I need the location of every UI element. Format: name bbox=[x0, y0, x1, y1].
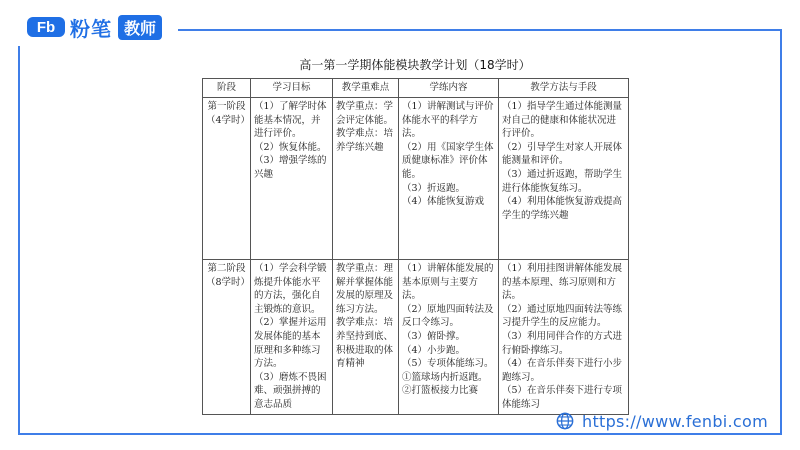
key-points-cell bbox=[333, 98, 399, 260]
method-item: （5）在音乐伴奏下进行专项体能练习 bbox=[502, 385, 623, 410]
globe-icon bbox=[556, 412, 574, 430]
key-points-cell bbox=[333, 260, 399, 415]
header-key-points: 教学重难点 bbox=[333, 79, 399, 98]
table-header-row bbox=[203, 79, 629, 98]
method-item: （2）通过原地四面转法等练习提升学生的反应能力。 bbox=[502, 303, 623, 329]
method-item: （4）在音乐伴奏下进行小步跑练习。 bbox=[502, 358, 623, 383]
key-point-item: 教学难点：培养坚持到底、积极进取的体育精神 bbox=[336, 317, 394, 370]
method-item: （3）利用同伴合作的方式进行俯卧撑练习。 bbox=[502, 330, 623, 356]
goal-item: （1）了解学时体能基本情况，并进行评价。 bbox=[254, 101, 327, 140]
methods-cell bbox=[499, 98, 629, 260]
content-item: （2）原地四面转法及反口令练习。 bbox=[402, 303, 494, 329]
content-item: （3）俯卧撑。 bbox=[402, 330, 466, 342]
fb-logo-icon bbox=[26, 15, 66, 39]
content-item: ②打篮板接力比赛 bbox=[402, 385, 479, 397]
key-point-item: 教学重点：理解并掌握体能发展的原理及练习方法。 bbox=[336, 263, 394, 315]
goal-item: （2）掌握并运用发展体能的基本原理和多种练习方法。 bbox=[254, 317, 327, 370]
frame-line-bottom bbox=[18, 433, 782, 435]
stage-hours: （4学时） bbox=[206, 114, 251, 126]
document-title: 高一第一学期体能模块教学计划（18学时） bbox=[299, 58, 531, 72]
method-item: （3）通过折返跑，帮助学生进行体能恢复练习。 bbox=[502, 168, 623, 194]
stage-name: 第二阶段 bbox=[207, 263, 246, 274]
document-page bbox=[200, 48, 630, 408]
content-item: （1）讲解测试与评价体能水平的科学方法。 bbox=[402, 101, 494, 140]
table-row bbox=[203, 98, 629, 260]
brand-logo bbox=[26, 14, 162, 40]
header-goals: 学习目标 bbox=[251, 79, 333, 98]
content-item: （5）专项体能练习。 bbox=[402, 358, 494, 370]
frame-line-top bbox=[178, 29, 782, 31]
logo-letters: Fb bbox=[36, 19, 56, 36]
header-methods: 教学方法与手段 bbox=[499, 79, 629, 98]
content-item: （2）用《国家学生体质健康标准》评价体能。 bbox=[402, 141, 494, 180]
method-item: （2）引导学生对家人开展体能测量和评价。 bbox=[502, 141, 623, 167]
content-item: （4）体能恢复游戏 bbox=[402, 196, 485, 208]
stage-cell bbox=[203, 260, 251, 415]
goal-item: （3）增强学练的兴趣 bbox=[254, 155, 327, 180]
stage-cell bbox=[203, 98, 251, 260]
goals-cell bbox=[251, 98, 333, 260]
header-content: 学练内容 bbox=[399, 79, 499, 98]
stage-hours: （8学时） bbox=[206, 276, 251, 288]
goal-item: （1）学会科学锻炼提升体能水平的方法，强化自主锻炼的意识。 bbox=[254, 263, 327, 315]
teaching-plan-table bbox=[202, 78, 629, 415]
website-link[interactable] bbox=[556, 410, 768, 432]
method-item: （1）指导学生通过体能测量对自己的健康和体能状况进行评价。 bbox=[502, 101, 623, 140]
header-stage: 阶段 bbox=[203, 79, 251, 98]
content-item: ①篮球场内折返跑。 bbox=[402, 371, 488, 383]
table-row bbox=[203, 260, 629, 415]
stage-name: 第一阶段 bbox=[207, 101, 246, 112]
brand-badge: 教师 bbox=[118, 15, 162, 40]
methods-cell bbox=[499, 260, 629, 415]
content-item: （4）小步跑。 bbox=[402, 344, 466, 356]
brand-name: 粉笔 bbox=[70, 16, 112, 41]
key-point-item: 教学难点：培养学练兴趣 bbox=[336, 128, 394, 153]
method-item: （1）利用挂图讲解体能发展的基本原理、练习原则和方法。 bbox=[502, 263, 623, 302]
content-item: （3）折返跑。 bbox=[402, 182, 466, 194]
content-cell bbox=[399, 260, 499, 415]
content-cell bbox=[399, 98, 499, 260]
frame-line-left bbox=[18, 46, 20, 435]
goals-cell bbox=[251, 260, 333, 415]
content-item: （1）讲解体能发展的基本原则与主要方法。 bbox=[402, 263, 494, 302]
method-item: （4）利用体能恢复游戏提高学生的学练兴趣 bbox=[502, 196, 623, 221]
goal-item: （3）磨炼不畏困难、顽强拼搏的意志品质 bbox=[254, 371, 327, 410]
goal-item: （2）恢复体能。 bbox=[254, 141, 327, 153]
frame-line-right bbox=[780, 29, 782, 435]
key-point-item: 教学重点：学会评定体能。 bbox=[336, 101, 394, 126]
website-url[interactable]: https://www.fenbi.com bbox=[582, 411, 769, 431]
